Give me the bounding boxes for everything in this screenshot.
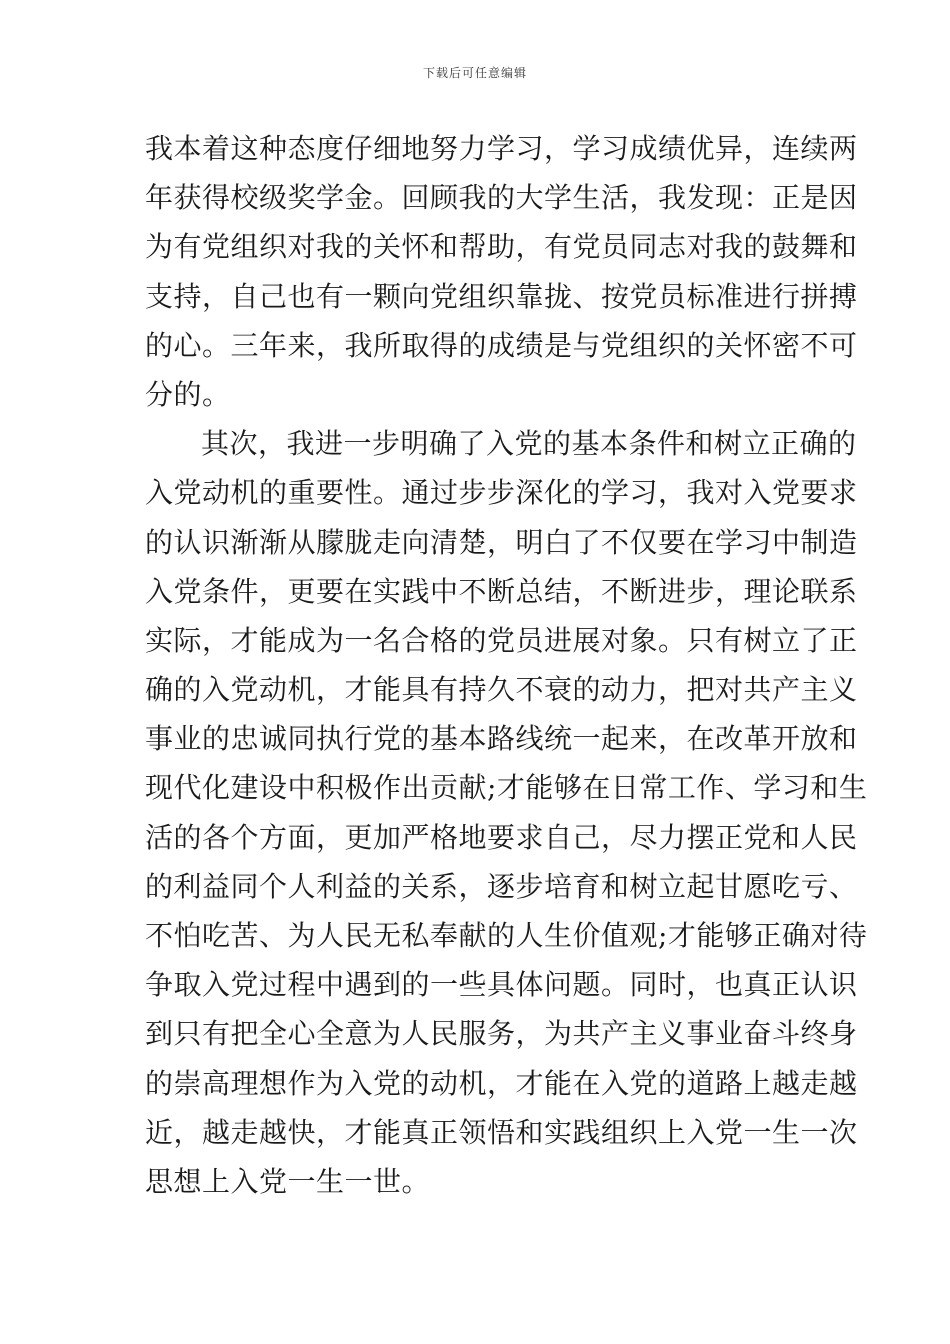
text-line: 的认识渐渐从朦胧走向清楚，明白了不仅要在学习中制造 [145, 525, 858, 559]
header-note: 下载后可任意编辑 [422, 66, 527, 80]
text-line: 近，越走越快，才能真正领悟和实践组织上入党一生一次 [145, 1115, 858, 1149]
text-line: 事业的忠诚同执行党的基本路线统一起来，在改革开放和 [145, 722, 858, 756]
text-line: 支持，自己也有一颗向党组织靠拢、按党员标准进行拼搏 [145, 279, 858, 313]
text-line: 不怕吃苦、为人民无私奉献的人生价值观;才能够正确对待 [145, 919, 868, 952]
text-line: 思想上入党一生一世。 [145, 1164, 431, 1198]
text-line: 入党动机的重要性。通过步步深化的学习，我对入党要求 [145, 476, 858, 510]
text-line: 现代化建设中积极作出贡献;才能够在日常工作、学习和生 [145, 771, 868, 805]
text-line: 活的各个方面，更加严格地要求自己，尽力摆正党和人民 [145, 820, 858, 854]
text-line: 的崇高理想作为入党的动机，才能在入党的道路上越走越 [145, 1066, 858, 1100]
text-line: 我本着这种态度仔细地努力学习，学习成绩优异，连续两 [145, 132, 858, 165]
text-line: 确的入党动机，才能具有持久不衰的动力，把对共产主义 [145, 673, 858, 707]
body-text [145, 124, 868, 1206]
text-line-indented: 其次，我进一步明确了入党的基本条件和树立正确的 [201, 427, 857, 461]
text-line: 分的。 [145, 377, 231, 411]
text-line: 年获得校级奖学金。回顾我的大学生活，我发现：正是因 [145, 181, 858, 215]
text-line: 为有党组织对我的关怀和帮助，有党员同志对我的鼓舞和 [145, 230, 858, 264]
text-line: 的心。三年来，我所取得的成绩是与党组织的关怀密不可 [145, 328, 858, 362]
text-line: 争取入党过程中遇到的一些具体问题。同时，也真正认识 [145, 968, 858, 1002]
text-line: 的利益同个人利益的关系，逐步培育和树立起甘愿吃亏、 [145, 869, 858, 903]
text-line: 实际，才能成为一名合格的党员进展对象。只有树立了正 [145, 623, 858, 657]
text-line: 入党条件，更要在实践中不断总结，不断进步，理论联系 [145, 574, 858, 608]
text-line: 到只有把全心全意为人民服务，为共产主义事业奋斗终身 [145, 1017, 858, 1051]
